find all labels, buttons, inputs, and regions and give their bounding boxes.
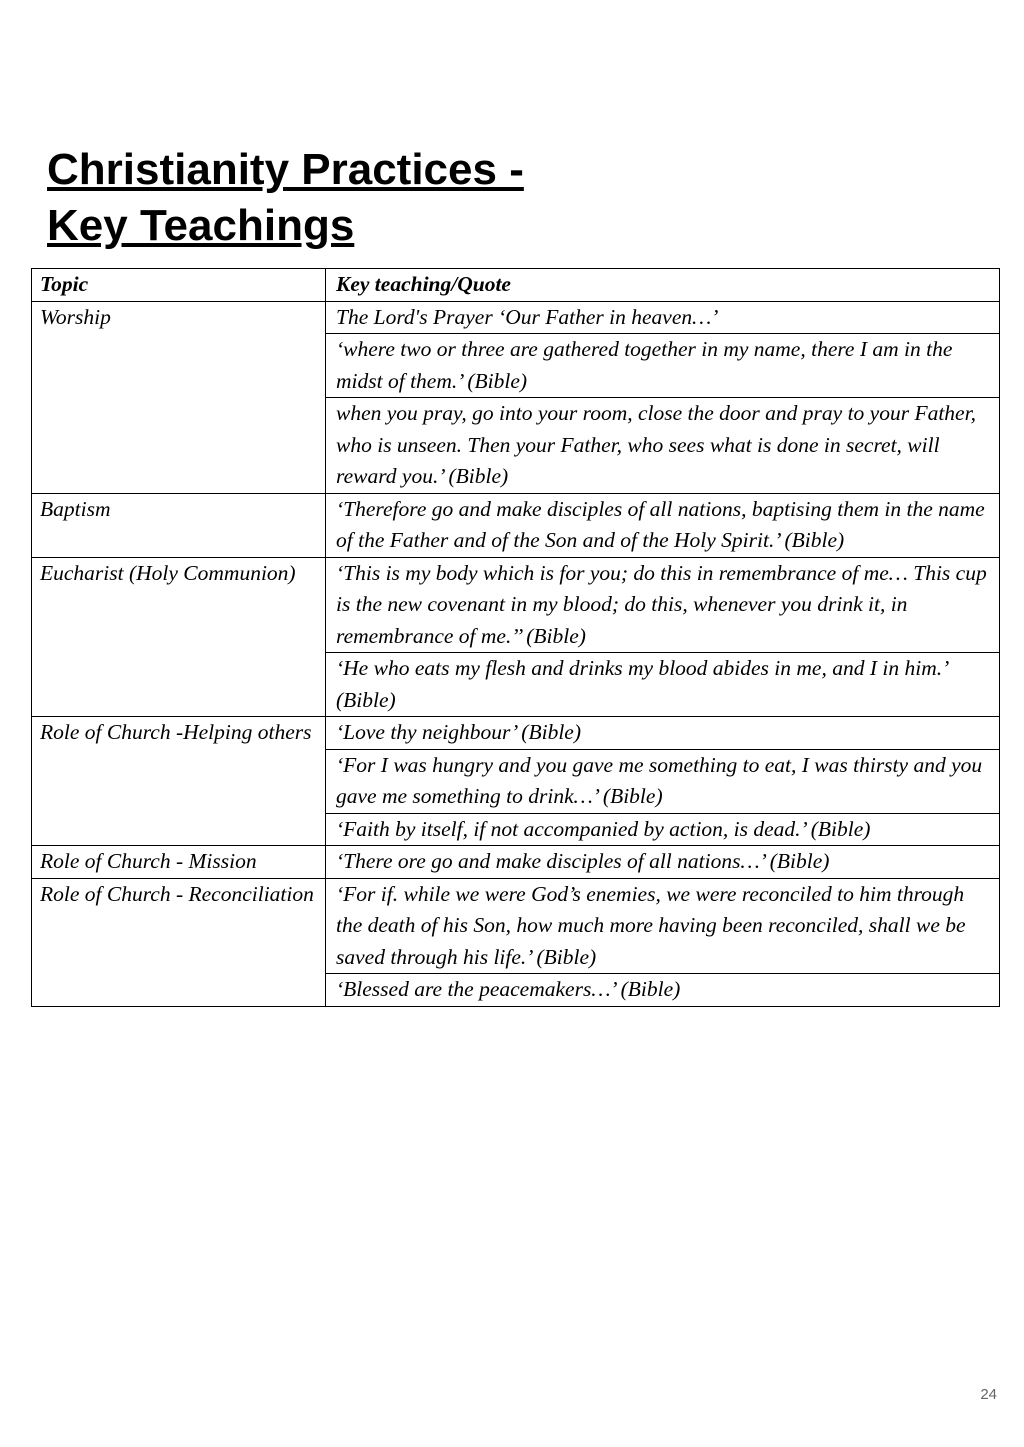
topic-cell: Baptism — [32, 493, 326, 557]
quote-cell: ‘He who eats my flesh and drinks my blood abides in me, and I in him.’ (Bible) — [326, 653, 1000, 717]
topic-cell: Role of Church -Helping others — [32, 717, 326, 846]
topic-cell: Worship — [32, 301, 326, 493]
quote-cell: ‘For if. while we were God’s enemies, we were reconciled to him through the death of his Son, how much more having been reconciled, shall we be saved through his life.’ (Bible) — [326, 878, 1000, 974]
quote-cell: ‘Therefore go and make disciples of all nations, baptising them in the name of the Father and of the Son and of the Holy Spirit.’ (Bible) — [326, 493, 1000, 557]
page-number: 24 — [980, 1386, 997, 1403]
topic-cell: Eucharist (Holy Communion) — [32, 557, 326, 717]
header-topic: Topic — [32, 269, 326, 302]
quote-cell: ‘For I was hungry and you gave me something to eat, I was thirsty and you gave me something to drink…’ (Bible) — [326, 749, 1000, 813]
quote-cell: when you pray, go into your room, close the door and pray to your Father, who is unseen. Then your Father, who sees what is done in secret, will reward you.’ (Bible) — [326, 398, 1000, 494]
topic-cell: Role of Church - Mission — [32, 846, 326, 879]
quote-cell: ‘Love thy neighbour’ (Bible) — [326, 717, 1000, 750]
page-title — [47, 142, 524, 254]
table-header-row — [32, 269, 1000, 302]
header-key-teaching: Key teaching/Quote — [326, 269, 1000, 302]
topic-cell: Role of Church - Reconciliation — [32, 878, 326, 1006]
table-row — [32, 557, 1000, 653]
page-title-line-2: Key Teachings — [47, 201, 355, 250]
quote-cell: ‘Blessed are the peacemakers…’ (Bible) — [326, 974, 1000, 1007]
quote-cell: ‘There ore go and make disciples of all nations…’ (Bible) — [326, 846, 1000, 879]
quote-cell: ‘This is my body which is for you; do this in remembrance of me… This cup is the new covenant in my blood; do this, whenever you drink it, in remembrance of me.’’ (Bible) — [326, 557, 1000, 653]
quote-cell: The Lord's Prayer ‘Our Father in heaven…’ — [326, 301, 1000, 334]
key-teachings-table — [31, 268, 1000, 1007]
page-title-line-1: Christianity Practices - — [47, 145, 524, 194]
table-row — [32, 846, 1000, 879]
table-row — [32, 878, 1000, 974]
quote-cell: ‘where two or three are gathered together in my name, there I am in the midst of them.’ (Bible) — [326, 334, 1000, 398]
table-row — [32, 301, 1000, 334]
quote-cell: ‘Faith by itself, if not accompanied by action, is dead.’ (Bible) — [326, 813, 1000, 846]
table-row — [32, 717, 1000, 750]
table-row — [32, 493, 1000, 557]
